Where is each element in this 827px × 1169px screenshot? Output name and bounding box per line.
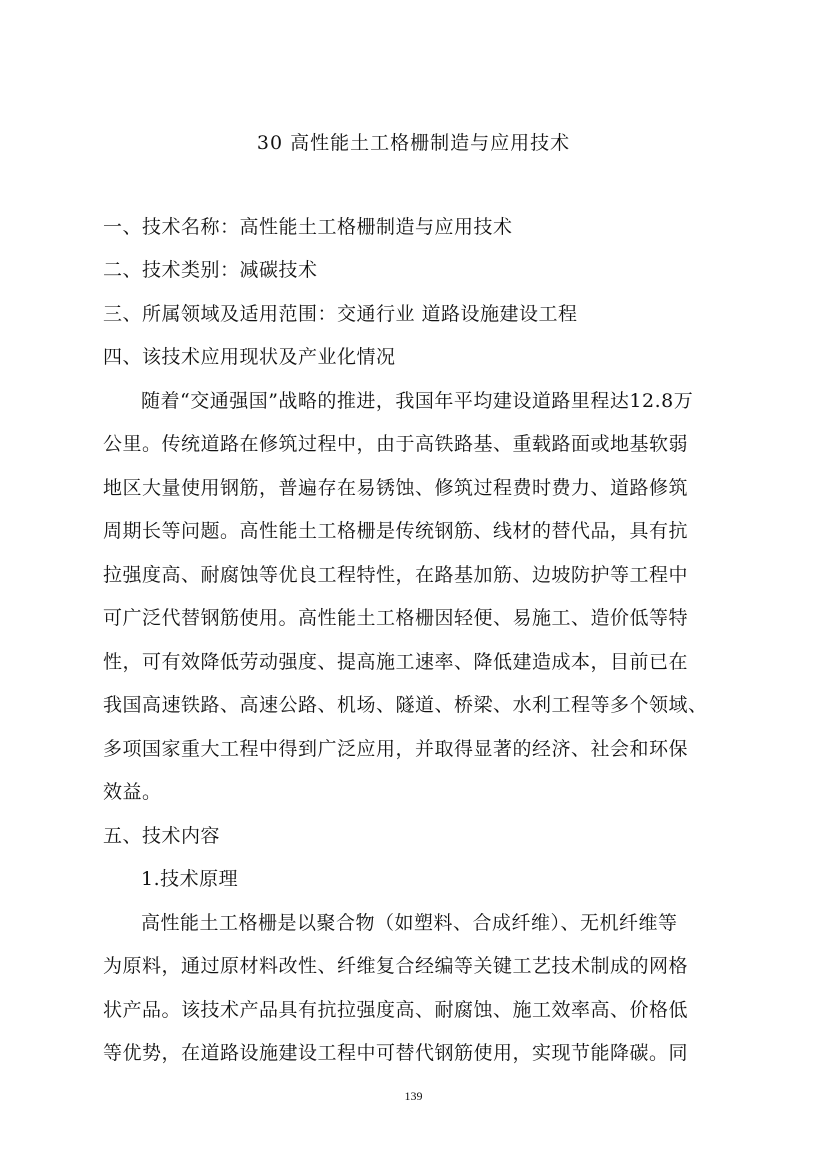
section-heading-application-status: 四、该技术应用现状及产业化情况 [103, 346, 396, 368]
paragraph-line: 性，可有效降低劳动强度、提高施工速率、降低建造成本，目前已在 [103, 651, 689, 673]
document-title: 30 高性能土工格栅制造与应用技术 [256, 132, 571, 154]
paragraph-line: 多项国家重大工程中得到广泛应用，并取得显著的经济、社会和环保 [103, 738, 689, 760]
section-heading-tech-content: 五、技术内容 [103, 825, 221, 847]
paragraph-line: 状产品。该技术产品具有抗拉强度高、耐腐蚀、施工效率高、价格低 [103, 999, 689, 1021]
section-heading-field-scope: 三、所属领域及适用范围：交通行业 道路设施建设工程 [103, 303, 578, 325]
page-number: 139 [404, 1089, 423, 1103]
section-heading-tech-name: 一、技术名称：高性能土工格栅制造与应用技术 [103, 216, 513, 238]
paragraph-line: 随着“交通强国”战略的推进，我国年平均建设道路里程达12.8万 [141, 390, 694, 412]
section-heading-tech-category: 二、技术类别：减碳技术 [103, 259, 318, 281]
paragraph-line: 公里。传统道路在修筑过程中，由于高铁路基、重载路面或地基软弱 [103, 433, 689, 455]
paragraph-line: 等优势，在道路设施建设工程中可替代钢筋使用，实现节能降碳。同 [103, 1042, 689, 1064]
paragraph-line: 效益。 [103, 781, 162, 803]
paragraph-line: 拉强度高、耐腐蚀等优良工程特性，在路基加筋、边坡防护等工程中 [103, 564, 689, 586]
paragraph-line: 我国高速铁路、高速公路、机场、隧道、桥梁、水利工程等多个领域、 [103, 694, 708, 716]
paragraph-line: 为原料，通过原材料改性、纤维复合经编等关键工艺技术制成的网格 [103, 955, 689, 977]
paragraph-line: 高性能土工格栅是以聚合物（如塑料、合成纤维）、无机纤维等 [141, 912, 678, 934]
paragraph-line: 周期长等问题。高性能土工格栅是传统钢筋、线材的替代品，具有抗 [103, 520, 689, 542]
paragraph-line: 地区大量使用钢筋，普遍存在易锈蚀、修筑过程费时费力、道路修筑 [103, 477, 689, 499]
subsection-heading-principle: 1.技术原理 [141, 868, 239, 890]
paragraph-line: 可广泛代替钢筋使用。高性能土工格栅因轻便、易施工、造价低等特 [103, 607, 689, 629]
